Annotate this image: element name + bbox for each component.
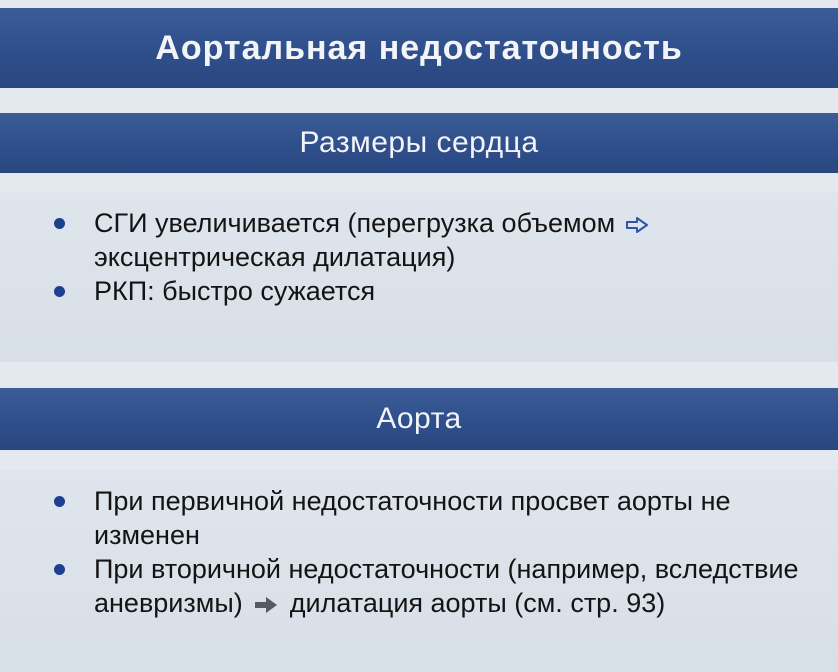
section-heading-aorta: Аорта	[0, 388, 838, 450]
arrow-right-solid-icon	[254, 596, 278, 614]
list-item	[46, 274, 808, 308]
list-item-text: СГИ увеличивается (перегрузка объемом	[94, 208, 616, 238]
list-item-text: При первичной недостаточности просвет аорты не изменен	[94, 486, 731, 550]
bullet-dot-icon	[54, 218, 65, 229]
section-panel-heart-size	[0, 192, 838, 362]
bullet-dot-icon	[54, 496, 65, 507]
bullet-list	[46, 206, 808, 308]
section-panel-aorta	[0, 470, 838, 672]
bullet-dot-icon	[54, 286, 65, 297]
bullet-list	[46, 484, 808, 620]
list-item-text: При вторичной недостаточности (например, вследствие аневризмы)	[94, 554, 799, 618]
list-item	[46, 484, 808, 552]
list-item-text-continued: дилатация аорты (см. стр. 93)	[289, 588, 666, 618]
arrow-right-outline-icon	[625, 216, 649, 234]
list-item	[46, 206, 808, 274]
list-item-text: РКП: быстро сужается	[94, 276, 376, 306]
page-title: Аортальная недостаточность	[0, 8, 838, 88]
section-heading-heart-size: Размеры сердца	[0, 113, 838, 173]
list-item	[46, 552, 808, 620]
bullet-dot-icon	[54, 564, 65, 575]
list-item-text-continued: эксцентрическая дилатация)	[94, 242, 456, 272]
